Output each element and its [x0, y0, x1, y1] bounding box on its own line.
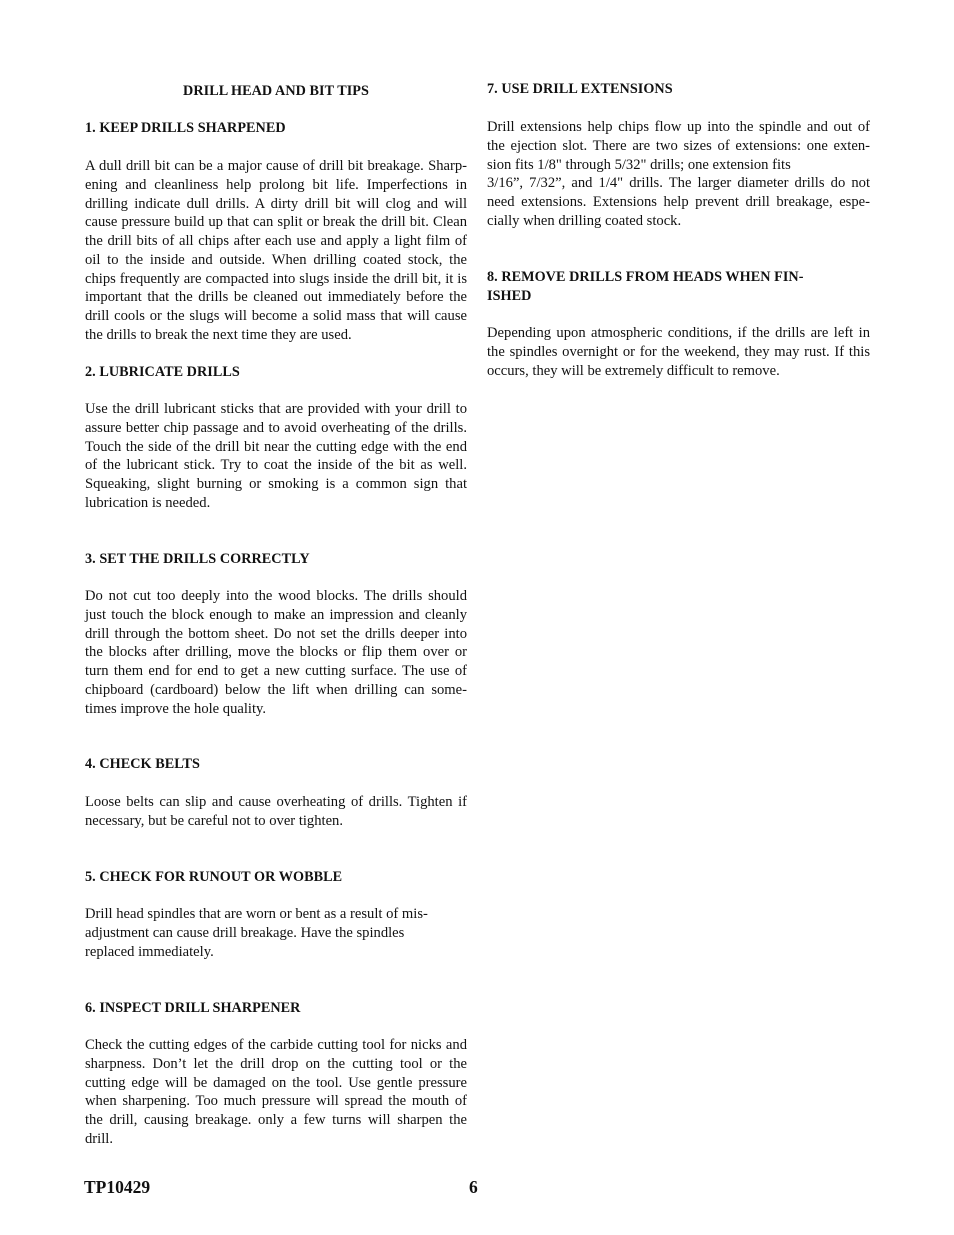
section-1-body: A dull drill bit can be a major cause of drill bit breakage. Sharp-ening and cleanliness help prolong bit life. Imperfections in drilling indicate dull drills. A dirty drill bit will clog and will cause pressure build up that can split or break the drill bit. Clean the drill bits of all chips after each use and apply a light film of oil to the inside and outside. When drilling coated stock, the chips frequently are compacted into slugs inside the drill bit, it is important that the drills be cleaned out immediately before the drill cools or the slugs will become a solid mass that will cause the drills to break the next time they are used. [85, 158, 467, 343]
section-2-body: Use the drill lubricant sticks that are provided with your drill to assure better chip passage and to avoid overheating of the drills. Touch the side of the drill bit near the cutting edge with the end of the lubricant stick. Try to coat the inside of the bit as well. Squeaking, slight burning or smoking is a common sign that lubrication is needed. [85, 401, 467, 511]
section-8-heading [487, 268, 870, 305]
section-7-line: 3/16”, 7/32”, and 1/4" drills. The larger diameter drills do not [487, 175, 870, 192]
section-6-heading: 6. INSPECT DRILL SHARPENER [85, 1000, 301, 1016]
section-8-line: occurs, they will be extremely difficult to remove. [487, 362, 780, 379]
section-1-heading: 1. KEEP DRILLS SHARPENED [85, 120, 286, 136]
page-title: DRILL HEAD AND BIT TIPS [183, 83, 369, 99]
section-7-body [487, 118, 870, 231]
section-8-heading-line: 8. REMOVE DRILLS FROM HEADS WHEN FIN- [487, 269, 804, 285]
document-number: TP10429 [84, 1177, 151, 1197]
section-7-line: Drill extensions help chips flow up into the spindle and out of [487, 119, 870, 135]
section-7-line: sion fits 1/8" through 5/32" drills; one extension fits [487, 156, 791, 173]
section-4-body: Loose belts can slip and cause overheating of drills. Tighten if necessary, but be careful not to over tighten. [85, 794, 467, 829]
section-7-line: the ejection slot. There are two sizes of extensions: one exten- [487, 137, 870, 154]
section-2-heading: 2. LUBRICATE DRILLS [85, 364, 240, 380]
section-8-line: the spindles overnight or for the weekend, they may rust. If this [487, 343, 870, 360]
section-8-heading-line: ISHED [487, 287, 532, 304]
section-7-line: need extensions. Extensions help prevent drill breakage, espe- [487, 194, 870, 210]
section-3-heading: 3. SET THE DRILLS CORRECTLY [85, 551, 310, 567]
section-7-line: cially when drilling coated stock. [487, 212, 682, 229]
page-number: 6 [469, 1177, 478, 1197]
section-4-heading: 4. CHECK BELTS [85, 756, 200, 772]
section-6-body: Check the cutting edges of the carbide cutting tool for nicks and sharpness. Don’t let the drill drop on the cutting tool or the cutting edge will be damaged on the tool. Use gentle pressure when sharpening. Too much pressure will spread the mouth of the drill, causing breakage. only a few turns will sharpen the drill. [85, 1037, 467, 1147]
section-8-line: Depending upon atmospheric conditions, if the drills are left in [487, 325, 870, 341]
section-5-body: Drill head spindles that are worn or bent as a result of mis-adjustment can cause drill breakage. Have the spindles replaced immediately. [85, 906, 428, 960]
section-7-heading: 7. USE DRILL EXTENSIONS [487, 81, 673, 97]
section-3-body: Do not cut too deeply into the wood blocks. The drills should just touch the block enough to make an impression and cleanly drill through the bottom sheet. Do not set the drills deeper into the blocks after drilling, move the blocks or flip them over or turn them end for end to get a new cutting surface. The use of chipboard (cardboard) below the lift when drilling can some-times improve the hole quality. [85, 588, 467, 717]
section-8-body [487, 324, 870, 380]
section-5-heading: 5. CHECK FOR RUNOUT OR WOBBLE [85, 869, 343, 885]
